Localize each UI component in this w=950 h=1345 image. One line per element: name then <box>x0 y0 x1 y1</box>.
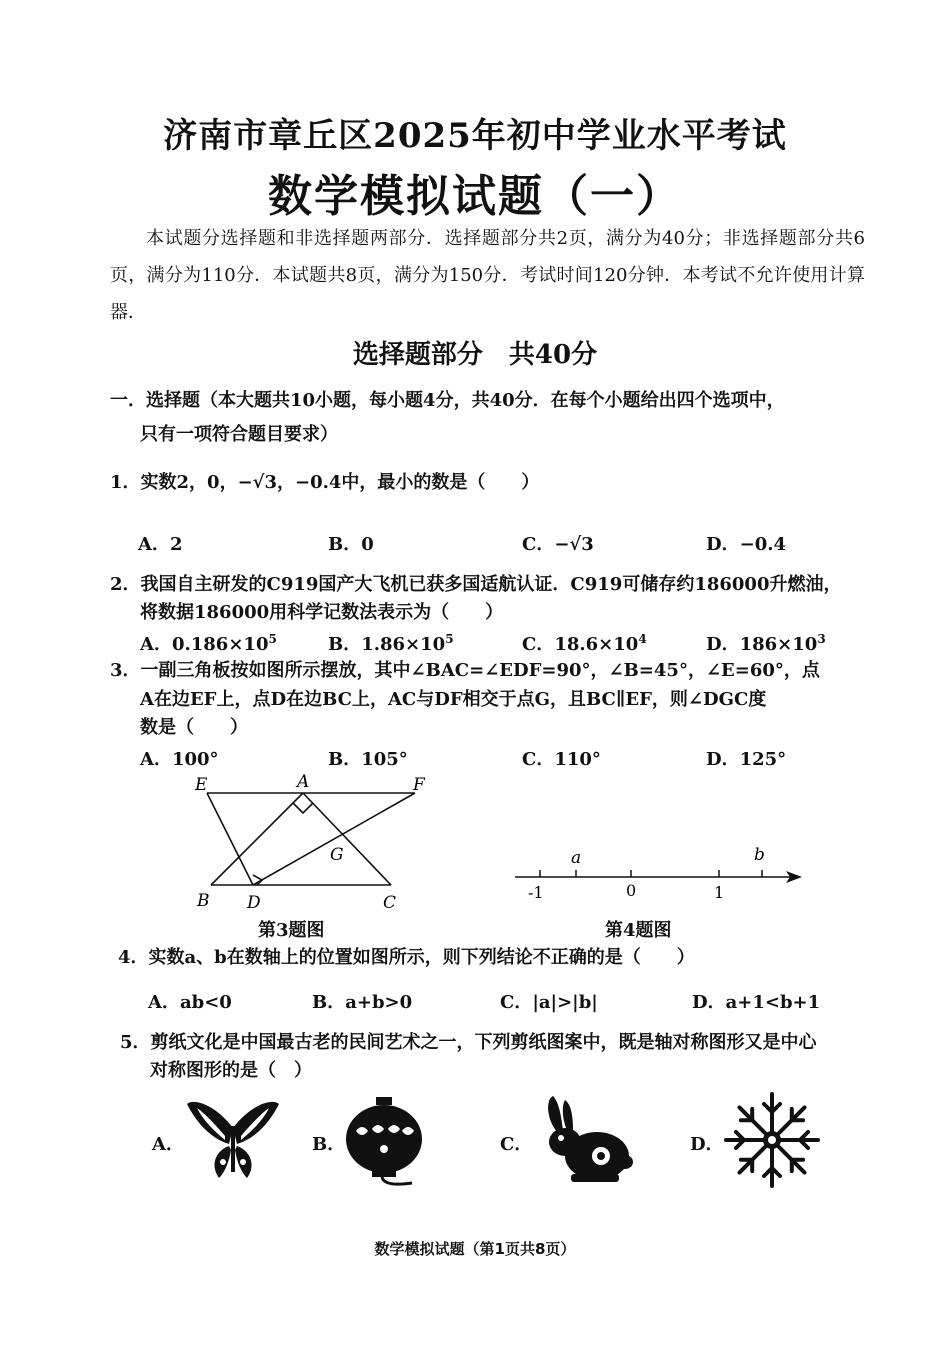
q5-option-b[interactable]: B． <box>312 1134 346 1155</box>
q5-option-d[interactable]: D． <box>690 1134 724 1155</box>
q2-option-c-exp: 4 <box>638 632 647 646</box>
exam-title-line2: 数学模拟试题（一） <box>268 171 682 222</box>
segment-ac <box>303 793 391 885</box>
q2-option-b-exp: 5 <box>445 632 454 646</box>
snowflake-icon[interactable] <box>722 1090 822 1190</box>
q1-option-c[interactable]: C．−√3 <box>522 534 594 555</box>
q3-option-a[interactable]: A．100° <box>140 749 219 770</box>
q2-option-b[interactable] <box>328 630 454 656</box>
exam-title-line1: 济南市章丘区2025年初中学业水平考试 <box>163 116 787 156</box>
q1-option-a[interactable]: A．2 <box>138 534 183 555</box>
rabbit-icon[interactable] <box>535 1092 635 1188</box>
label-a: a <box>571 848 582 868</box>
q2-option-c[interactable] <box>522 630 647 656</box>
q2-option-d[interactable] <box>706 630 826 656</box>
q4-option-b[interactable]: B．a+b>0 <box>312 992 413 1013</box>
q2-option-d-exp: 3 <box>817 632 826 646</box>
q2-option-b-base: 1.86×10 <box>361 634 446 655</box>
part1-heading-line1: 一．选择题（本大题共10小题，每小题4分，共40分．在每个小题给出四个选项中， <box>110 390 785 411</box>
q1-stem-prefix: 1．实数2，0， <box>110 472 238 493</box>
point-label-e: E <box>195 775 208 795</box>
q1-stem-radical: −√3 <box>237 472 278 493</box>
butterfly-icon[interactable] <box>185 1098 281 1186</box>
point-label-g: G <box>330 845 344 865</box>
q2-option-a-base: 0.186×10 <box>171 634 269 655</box>
q4-option-c[interactable]: C．|a|>|b| <box>500 992 598 1013</box>
exam-instructions: 本试题分选择题和非选择题两部分．选择题部分共2页，满分为40分；非选择题部分共6页，满分为110分．本试题共8页，满分为150分．考试时间120分钟．本考试不允许使用计算器． <box>110 228 865 323</box>
q1-option-b[interactable]: B．0 <box>328 534 374 555</box>
lantern-icon[interactable] <box>342 1095 426 1187</box>
q4-figure-caption: 第4题图 <box>605 920 672 941</box>
segment-ed <box>207 793 253 885</box>
q4-stem: 4．实数a、b在数轴上的位置如图所示，则下列结论不正确的是（ ） <box>118 947 695 968</box>
q1-stem <box>110 468 539 498</box>
q3-option-c[interactable]: C．110° <box>522 749 601 770</box>
q3-stem-line3: 数是（ ） <box>140 717 248 738</box>
q2-option-d-base: 186×10 <box>739 634 818 655</box>
segment-df <box>253 793 415 885</box>
q3-stem-line2: A在边EF上，点D在边BC上，AC与DF相交于点G，且BC∥EF，则∠DGC度 <box>140 689 767 710</box>
label-b: b <box>754 845 765 865</box>
q5-stem-line2: 对称图形的是（ ） <box>150 1060 312 1081</box>
section-title: 选择题部分 共40分 <box>352 340 598 370</box>
q5-option-c[interactable]: C． <box>500 1134 533 1155</box>
q1-stem-suffix: ，−0.4中，最小的数是（ ） <box>277 472 540 493</box>
q2-option-a-exp: 5 <box>268 632 277 646</box>
q4-number-line-figure <box>510 840 810 910</box>
part1-heading-line2: 只有一项符合题目要求） <box>140 424 338 445</box>
q4-option-a[interactable]: A．ab<0 <box>148 992 232 1013</box>
q3-triangle-figure <box>185 770 445 915</box>
q5-option-a[interactable]: A． <box>152 1134 184 1155</box>
tick-label-one: 1 <box>714 883 725 902</box>
q5-stem-line1: 5．剪纸文化是中国最古老的民间艺术之一，下列剪纸图案中，既是轴对称图形又是中心 <box>120 1032 817 1053</box>
point-label-a: A <box>297 772 310 792</box>
point-label-f: F <box>413 775 425 795</box>
q3-figure-caption: 第3题图 <box>258 920 325 941</box>
q2-option-c-base: 18.6×10 <box>554 634 639 655</box>
point-label-c: C <box>383 893 397 913</box>
q2-option-a-label: A． <box>140 634 172 655</box>
q3-option-d[interactable]: D．125° <box>706 749 787 770</box>
q3-option-b[interactable]: B．105° <box>328 749 408 770</box>
q2-option-c-label: C． <box>522 634 555 655</box>
q1-option-d[interactable]: D．−0.4 <box>706 534 787 555</box>
right-angle-mark-a <box>293 803 313 813</box>
tick-label-zero: 0 <box>626 881 637 900</box>
q2-stem-line1: 2．我国自主研发的C919国产大飞机已获多国适航认证．C919可储存约186000升燃油， <box>110 574 842 595</box>
segment-ba <box>211 793 303 885</box>
tick-label-neg1: -1 <box>528 883 544 902</box>
q4-option-d[interactable]: D．a+1<b+1 <box>692 992 821 1013</box>
q2-option-b-label: B． <box>328 634 362 655</box>
page-footer: 数学模拟试题（第1页共8页） <box>374 1240 576 1258</box>
q2-option-a[interactable] <box>140 630 277 656</box>
point-label-b: B <box>197 891 210 911</box>
point-label-d: D <box>247 893 261 913</box>
q2-option-d-label: D． <box>706 634 740 655</box>
q2-stem-line2: 将数据186000用科学记数法表示为（ ） <box>140 602 504 623</box>
q3-stem-line1: 3．一副三角板按如图所示摆放，其中∠BAC=∠EDF=90°，∠B=45°，∠E=60°，点 <box>110 660 820 681</box>
